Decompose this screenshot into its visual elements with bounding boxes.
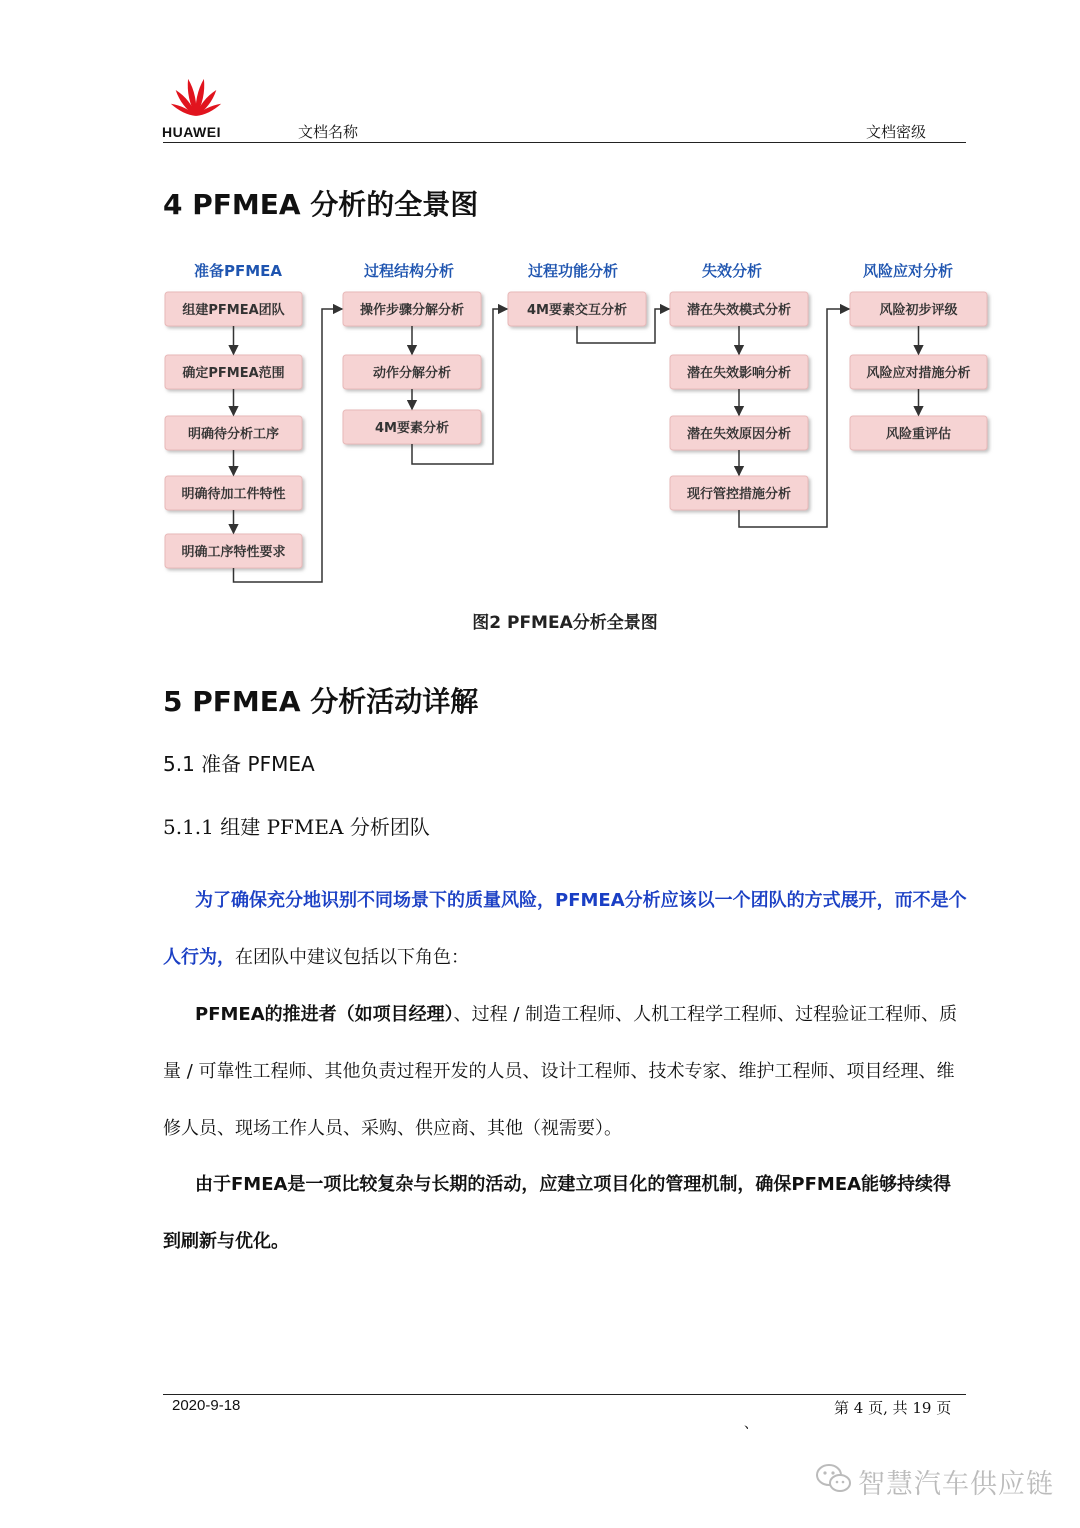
- diagram-step-label: 4M要素交互分析: [527, 303, 627, 318]
- diagram-step-label: 风险重评估: [885, 427, 952, 442]
- diagram-step-label: 风险应对措施分析: [866, 366, 971, 381]
- paragraph-emphasis: 为了确保充分地识别不同场景下的质量风险，PFMEA分析应该以一个团队的方式展开，而不是个人行为，: [163, 890, 967, 968]
- diagram-column-title: 准备PFMEA: [193, 262, 283, 280]
- diagram-step-label: 确定PFMEA范围: [182, 366, 285, 381]
- diagram-step-label: 风险初步评级: [879, 303, 958, 318]
- document-security-level: 文档密级: [866, 123, 927, 141]
- diagram-step-label: 明确待分析工序: [187, 427, 280, 442]
- diagram-step-label: 4M要素分析: [375, 421, 449, 436]
- figure-caption: 图2 PFMEA分析全景图: [472, 613, 658, 633]
- diagram-step-label: 组建PFMEA团队: [182, 303, 285, 318]
- footer-mark: 、: [744, 1416, 758, 1432]
- diagram-column-title: 过程功能分析: [527, 262, 619, 280]
- diagram-column-title: 过程结构分析: [363, 262, 455, 280]
- header-divider: [163, 142, 966, 143]
- diagram-step-label: 现行管控措施分析: [686, 487, 792, 502]
- diagram-step-label: 动作分解分析: [372, 366, 452, 381]
- subsection-5-1-heading: 5.1 准备 PFMEA: [163, 752, 315, 776]
- paragraph-management: 由于FMEA是一项比较复杂与长期的活动，应建立项目化的管理机制，确保PFMEA能够持续得到刷新与优化。: [163, 1174, 952, 1252]
- diagram-column-title: 风险应对分析: [862, 262, 954, 280]
- diagram-step-label: 操作步骤分解分析: [359, 303, 465, 318]
- diagram-step-label: 潜在失效模式分析: [686, 303, 792, 318]
- paragraph-team-roles: [163, 986, 968, 1157]
- paragraph-emphasis: PFMEA的推进者（如项目经理）: [195, 1004, 454, 1025]
- paragraph-team-intro: [163, 872, 968, 986]
- footer-page-number: 第 4 页, 共 19 页: [834, 1399, 952, 1417]
- footer-date: 2020-9-18: [172, 1397, 241, 1414]
- paragraph-text: 在团队中建议包括以下角色：: [235, 947, 469, 968]
- diagram-step-label: 潜在失效影响分析: [686, 366, 792, 381]
- watermark-text: 智慧汽车供应链: [858, 1469, 1054, 1500]
- diagram-step-label: 明确待加工件特性: [181, 487, 286, 502]
- pfmea-panorama-diagram: [150, 250, 1000, 600]
- section-4-heading: 4 PFMEA 分析的全景图: [163, 188, 479, 221]
- diagram-step-label: 潜在失效原因分析: [686, 427, 792, 442]
- diagram-step-label: 明确工序特性要求: [181, 545, 286, 560]
- wechat-icon: [815, 1462, 853, 1496]
- subsection-5-1-1-heading: 5.1.1 组建 PFMEA 分析团队: [163, 815, 430, 839]
- paragraph-text: 、过程 / 制造工程师、人机工程学工程师、过程验证工程师、质量 / 可靠性工程师、其他负责过程开发的人员、设计工程师、技术专家、维护工程师、项目经理、维修人员、现场工作人员、采购、供应商、其他（视需要）。: [163, 1004, 958, 1139]
- diagram-column-title: 失效分析: [701, 262, 763, 280]
- document-name: 文档名称: [298, 123, 359, 141]
- logo-text: HUAWEI: [162, 124, 221, 140]
- section-5-heading: 5 PFMEA 分析活动详解: [163, 685, 479, 718]
- footer-divider: [163, 1394, 966, 1395]
